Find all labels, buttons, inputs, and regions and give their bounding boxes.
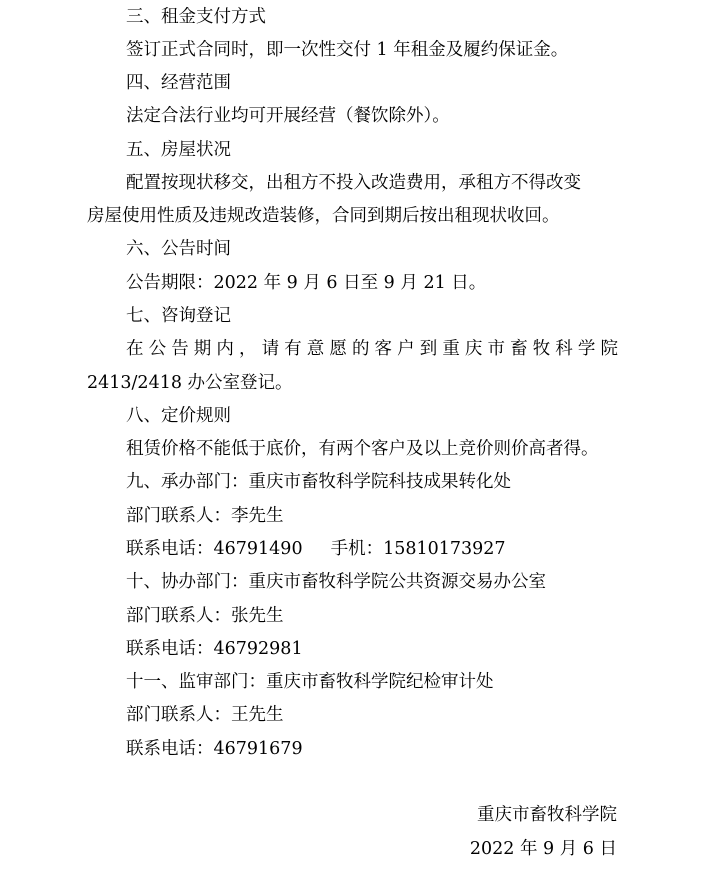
section-7-body-char: 的	[351, 339, 370, 359]
section-7-body-char: 市	[487, 339, 505, 359]
section-5-body-line-2: 房屋使用性质及违规改造装修，合同到期后按出租现状收回。	[87, 206, 560, 226]
section-11-contact: 部门联系人：王先生	[126, 705, 284, 725]
section-7-body-char: 意	[306, 339, 325, 359]
section-10-phone: 联系电话：46792981	[126, 639, 303, 659]
section-3-heading: 三、租金支付方式	[126, 7, 266, 27]
section-10-contact: 部门联系人：张先生	[126, 606, 284, 626]
section-4-heading: 四、经营范围	[126, 73, 231, 93]
section-7-body-char: 到	[419, 339, 438, 359]
section-8-body: 租赁价格不能低于底价，有两个客户及以上竞价则价高者得。	[126, 439, 599, 459]
section-7-body-line-1	[126, 337, 618, 361]
section-7-body-char: 愿	[329, 339, 347, 359]
section-7-body-char: 告	[171, 339, 189, 359]
section-7-body-line-2: 2413/2418 办公室登记。	[87, 373, 293, 393]
section-9-heading: 九、承办部门：重庆市畜牧科学院科技成果转化处	[126, 472, 511, 492]
section-10-heading: 十、协办部门：重庆市畜牧科学院公共资源交易办公室	[126, 572, 546, 592]
section-7-body-char: 科	[555, 339, 573, 359]
section-7-heading: 七、咨询登记	[126, 306, 231, 326]
section-3-body: 签订正式合同时，即一次性交付 1 年租金及履约保证金。	[126, 40, 569, 60]
section-7-body-char: 户	[397, 339, 415, 359]
section-5-heading: 五、房屋状况	[126, 140, 231, 160]
section-7-body-char: 内	[216, 339, 234, 359]
signature-date: 2022 年 9 月 6 日	[469, 839, 617, 859]
section-11-heading: 十一、监审部门：重庆市畜牧科学院纪检审计处	[126, 672, 494, 692]
section-9-phone: 联系电话：46791490	[126, 539, 303, 559]
section-9-mobile: 手机：15810173927	[330, 539, 506, 559]
section-7-body-char: 畜	[510, 339, 528, 359]
section-4-body: 法定合法行业均可开展经营（餐饮除外）。	[126, 106, 450, 126]
section-7-body-char: 学	[577, 339, 596, 359]
section-5-body-line-1: 配置按现状移交，出租方不投入改造费用，承租方不得改变	[126, 173, 581, 193]
section-7-body-char: 期	[193, 339, 212, 359]
section-7-body-char: 客	[374, 339, 393, 359]
section-6-body: 公告期限：2022 年 9 月 6 日至 9 月 21 日。	[126, 273, 487, 293]
section-7-body-char: 庆	[464, 339, 483, 359]
section-7-body-char: 牧	[532, 339, 551, 359]
section-7-body-char: 公	[148, 339, 167, 359]
section-7-body-char: 请	[261, 339, 280, 359]
section-7-body-char: 重	[442, 339, 460, 359]
section-8-heading: 八、定价规则	[126, 406, 231, 426]
section-7-body-char: 在	[126, 339, 144, 359]
section-7-body-char: ，	[238, 339, 257, 359]
section-9-phone-row	[126, 537, 506, 561]
section-7-body-char: 有	[284, 339, 302, 359]
signature-org: 重庆市畜牧科学院	[477, 805, 617, 825]
section-11-phone: 联系电话：46791679	[126, 739, 303, 759]
section-9-contact: 部门联系人：李先生	[126, 506, 284, 526]
section-7-body-char: 院	[600, 339, 618, 359]
section-6-heading: 六、公告时间	[126, 239, 231, 259]
